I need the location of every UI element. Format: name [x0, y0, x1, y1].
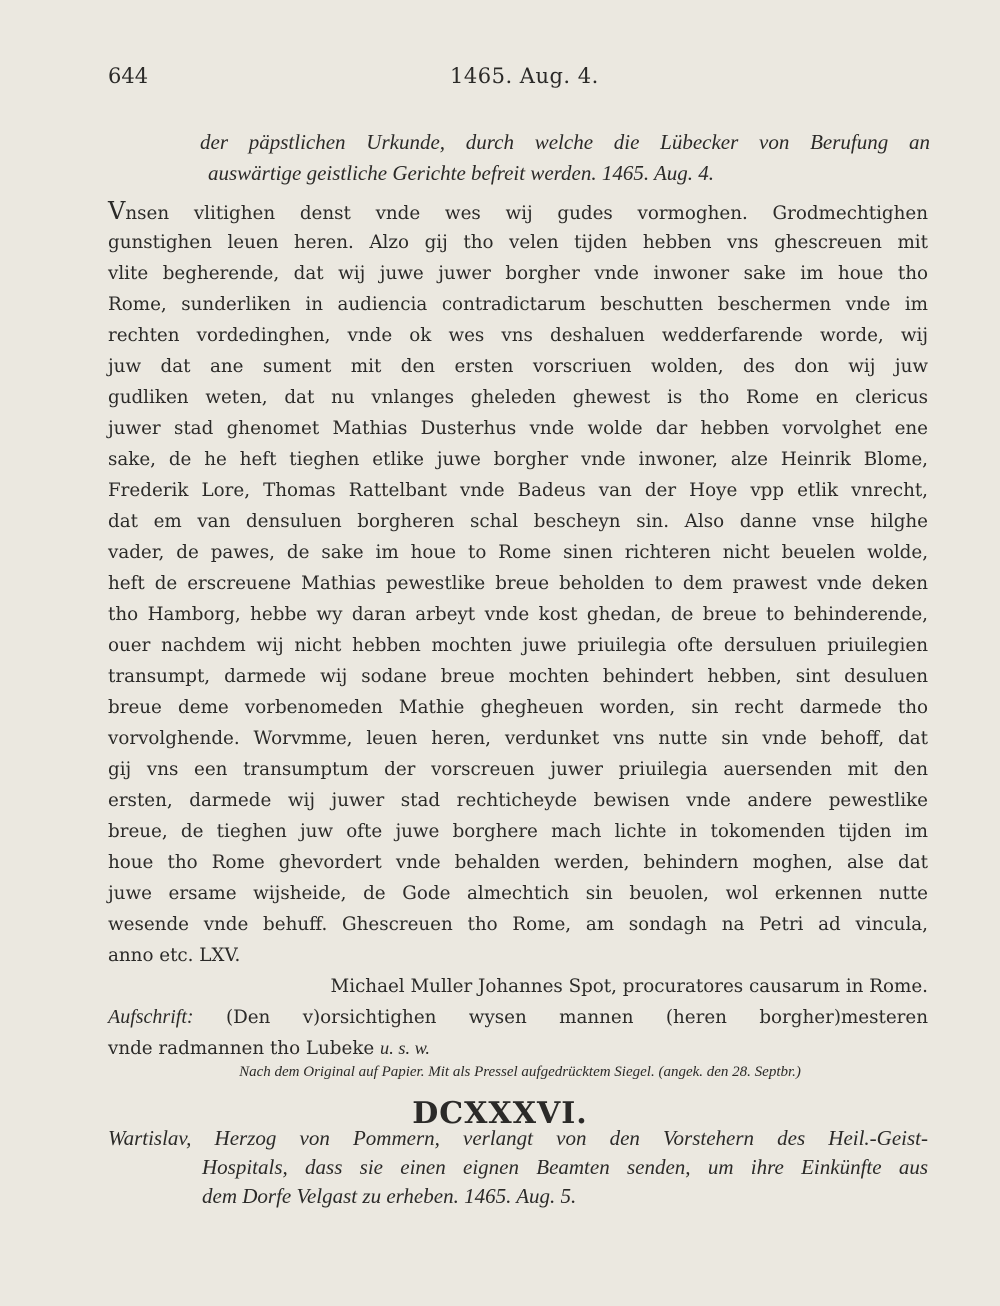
body-line: gunstighen leuen heren. Alzo gij tho velen tijden hebben vns ghescreuen mit — [108, 232, 928, 253]
body-line: dat em van densuluen borgheren schal bescheyn sin. Also danne vnse hilghe — [108, 511, 928, 532]
signature-line: Michael Muller Johannes Spot, procuratores causarum in Rome. — [330, 976, 928, 997]
body-lines — [108, 227, 928, 940]
document-summary — [108, 1124, 928, 1211]
body-line: sake, de he heft tieghen etlike juwe borgher vnde inwoner, alze Heinrik Blome, — [108, 449, 928, 470]
body-line: Frederik Lore, Thomas Rattelbant vnde Badeus van der Hoye vpp etlik vnrecht, — [108, 480, 928, 501]
aufschrift-usw: u. s. w. — [380, 1038, 430, 1058]
body-line: rechten vordedinghen, vnde ok wes vns deshaluen wedderfarende worde, wij — [108, 325, 928, 346]
body-line: juwe ersame wijsheide, de Gode almechtich sin beuolen, wol erkennen nutte — [108, 883, 928, 904]
body-line: gudliken weten, dat nu vnlanges gheleden ghewest is tho Rome en clericus — [108, 387, 928, 408]
body-line: ersten, darmede wij juwer stad rechticheyde bewisen vnde andere pewestlike — [108, 790, 928, 811]
body-line: tho Hamborg, hebbe wy daran arbeyt vnde kost ghedan, de breue to behinderende, — [108, 604, 928, 625]
body-line: wesende vnde behuff. Ghescreuen tho Rome, am sondagh na Petri ad vincula, — [108, 914, 928, 935]
body-line: houe tho Rome ghevordert vnde behalden werden, behindern moghen, alse dat — [108, 852, 928, 873]
body-line-last: anno etc. LXV. — [108, 945, 241, 966]
page-number: 644 — [108, 64, 149, 88]
body-line: heft de erscreuene Mathias pewestlike breue beholden to dem prawest vnde deken — [108, 573, 928, 594]
aufschrift-address: vnde radmannen tho Lubeke — [108, 1038, 375, 1059]
body-line: ouer nachdem wij nicht hebben mochten juwe priuilegia ofte dersuluen priuilegien — [108, 635, 928, 656]
drop-capital: V — [108, 197, 126, 225]
body-line: vorvolghende. Worvmme, leuen heren, verdunket vns nutte sin vnde behoff, dat — [108, 728, 928, 749]
running-header-date: 1465. Aug. 4. — [450, 64, 599, 88]
body-line: vlite begherende, dat wij juwe juwer borgher vnde inwoner sake im houe tho — [108, 263, 928, 284]
body-line: gij vns een transumptum der vorscreuen juwer priuilegia auersenden mit den — [108, 759, 928, 780]
intro-line: auswärtige geistliche Gerichte befreit werden. 1465. Aug. 4. — [208, 161, 715, 185]
summary-line: dem Dorfe Velgast zu erheben. 1465. Aug. 5. — [202, 1184, 577, 1208]
source-footnote: Nach dem Original auf Papier. Mit als Pressel aufgedrücktem Siegel. (angek. den 28. Septbr.) — [239, 1064, 801, 1080]
aufschrift-line — [108, 1002, 928, 1033]
body-line-first — [108, 196, 928, 227]
intro-line: der päpstlichen Urkunde, durch welche die Lübecker von Berufung an — [200, 130, 930, 154]
aufschrift-line-2 — [108, 1033, 928, 1064]
body-line: Rome, sunderliken in audiencia contradictarum beschutten beschermen vnde im — [108, 294, 928, 315]
body-line-text: nsen vlitighen denst vnde wes wij gudes vormoghen. Grodmechtighen — [125, 203, 928, 224]
document-number: DCXXXVI. — [412, 1096, 588, 1131]
intro-italic-continuation — [200, 128, 930, 190]
body-line: vader, de pawes, de sake im houe to Rome sinen richteren nicht beuelen wolde, — [108, 542, 928, 563]
body-line: breue deme vorbenomeden Mathie ghegheuen worden, sin recht darmede tho — [108, 697, 928, 718]
body-line: transumpt, darmede wij sodane breue mochten behindert hebben, sint desuluen — [108, 666, 928, 687]
summary-line: Hospitals, dass sie einen eignen Beamten senden, um ihre Einkünfte aus — [202, 1155, 928, 1179]
body-line: juw dat ane sument mit den ersten vorscriuen wolden, des don wij juw — [108, 356, 928, 377]
aufschrift-text: (Den v)orsichtighen wysen mannen (heren borgher)mesteren — [225, 1007, 928, 1028]
body-line: juwer stad ghenomet Mathias Dusterhus vnde wolde dar hebben vorvolghet ene — [108, 418, 928, 439]
aufschrift-label: Aufschrift: — [108, 1006, 194, 1028]
letter-body — [108, 196, 928, 1064]
body-line: breue, de tieghen juw ofte juwe borghere mach lichte in tokomenden tijden im — [108, 821, 928, 842]
summary-line: Wartislav, Herzog von Pommern, verlangt von den Vorstehern des Heil.-Geist- — [108, 1126, 928, 1150]
